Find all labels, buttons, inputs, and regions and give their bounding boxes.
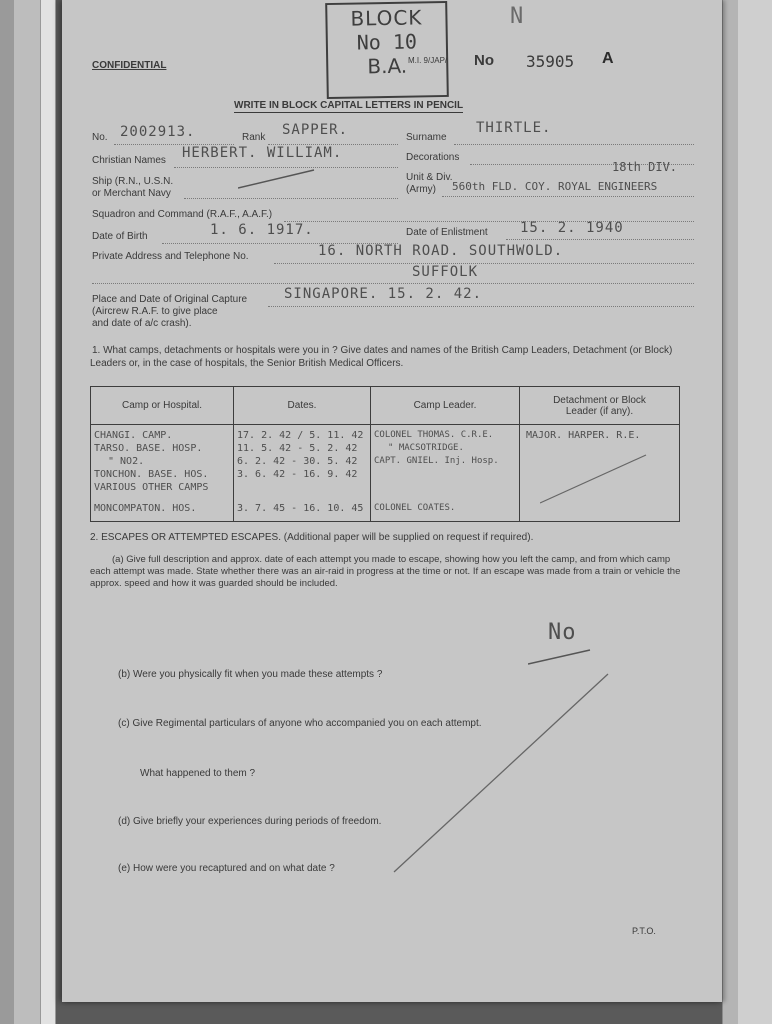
- address-line-1: 16. NORTH ROAD. SOUTHWOLD.: [318, 243, 564, 259]
- questionnaire-page: [62, 0, 722, 1002]
- dob-value: 1. 6. 1917.: [210, 222, 314, 238]
- unit-label-1: Unit & Div.: [406, 172, 453, 183]
- page-stack-right-inner: [738, 0, 772, 1024]
- escape-answer: No: [548, 620, 577, 645]
- dates-entry: 11. 5. 42 - 5. 2. 42: [237, 443, 358, 454]
- header-leader: Camp Leader.: [371, 387, 520, 425]
- binding-string: [40, 0, 56, 1024]
- service-no-value: 2002913.: [120, 124, 196, 140]
- camp-column: [91, 425, 234, 522]
- question-2-heading: 2. ESCAPES OR ATTEMPTED ESCAPES. (Additional paper will be supplied on request if required).: [90, 532, 534, 543]
- block-stamp: [325, 1, 449, 99]
- camps-table-body: [91, 425, 680, 522]
- dates-entry: 3. 6. 42 - 16. 9. 42: [237, 469, 358, 480]
- question-1-text: 1. What camps, detachments or hospitals were you in ? Give dates and names of the British Camp Leaders, Detachment (or Block) Leaders or, in the case of hospitals, the Senior British Medical Officers.: [90, 345, 673, 369]
- question-2c-followup: What happened to them ?: [140, 768, 256, 779]
- question-2d-text: (d) Give briefly your experiences during periods of freedom.: [118, 816, 382, 827]
- question-2a-text: (a) Give full description and approx. date of each attempt you made to escape, showing how you left the camp, and from which camp each attempt was made. State whether there was an air-raid in progress at the time or not. If an escape was made from a train or vehicle the approx. speed and how it was guarded should be included.: [90, 554, 681, 589]
- header-camp: Camp or Hospital.: [91, 387, 234, 425]
- stamp-line-3: B.A.: [367, 53, 408, 79]
- form-no-label: No: [474, 52, 494, 69]
- unit-division-value: 18th DIV.: [612, 160, 678, 174]
- camps-table-header: [91, 387, 680, 425]
- question-2c-text: (c) Give Regimental particulars of anyone who accompanied you on each attempt.: [118, 718, 482, 729]
- question-2b-text: (b) Were you physically fit when you made these attempts ?: [118, 669, 383, 680]
- leader-column: [371, 425, 520, 522]
- ship-label-2: or Merchant Navy: [92, 188, 171, 199]
- ship-strike-line: [238, 168, 318, 192]
- ship-label-1: Ship (R.N., U.S.N.: [92, 176, 174, 187]
- rank-value: SAPPER.: [282, 122, 349, 138]
- enlistment-value: 15. 2. 1940: [520, 220, 624, 236]
- leader-entry: [374, 468, 516, 481]
- pto-label: P.T.O.: [632, 926, 656, 936]
- leader-entry: COLONEL THOMAS. C.R.E.: [374, 430, 494, 440]
- surname-value: THIRTLE.: [476, 120, 552, 136]
- rank-label: Rank: [242, 132, 266, 143]
- camp-entry: VARIOUS OTHER CAMPS: [94, 482, 209, 493]
- leader-entry: " MACSOTRIDGE.: [388, 443, 464, 453]
- camp-entry: TARSO. BASE. HOSP.: [94, 443, 203, 454]
- confidential-label: CONFIDENTIAL: [92, 60, 167, 71]
- decorations-label: Decorations: [406, 152, 460, 163]
- dates-entry: [237, 481, 367, 494]
- header-dates: Dates.: [234, 387, 371, 425]
- detachment-entry: MAJOR. HARPER. R.E.: [526, 430, 641, 441]
- unit-label-2: (Army): [406, 184, 436, 195]
- leader-entry: [374, 481, 516, 494]
- detachment-column: [520, 425, 680, 522]
- surname-label: Surname: [406, 132, 447, 143]
- form-letter: A: [602, 50, 614, 67]
- detachment-strike-line: [540, 451, 650, 507]
- christian-names-value: HERBERT. WILLIAM.: [182, 145, 343, 161]
- corner-mark: N: [510, 4, 525, 29]
- enlistment-label: Date of Enlistment: [406, 227, 488, 238]
- folder-edge-left: [0, 0, 14, 1024]
- address-line-2: SUFFOLK: [412, 264, 479, 280]
- capture-value: SINGAPORE. 15. 2. 42.: [284, 286, 483, 302]
- mi-reference: M.I. 9/JAP/: [408, 56, 448, 65]
- service-no-label: No.: [92, 132, 108, 143]
- instruction-heading: WRITE IN BLOCK CAPITAL LETTERS IN PENCIL: [234, 100, 464, 111]
- dates-entry: 3. 7. 45 - 16. 10. 45: [237, 503, 364, 514]
- stamp-line-2: No 10: [356, 29, 418, 55]
- address-label: Private Address and Telephone No.: [92, 251, 249, 262]
- header-detachment: Detachment or Block Leader (if any).: [520, 387, 680, 425]
- leader-entry: COLONEL COATES.: [374, 503, 456, 513]
- unit-value: 560th FLD. COY. ROYAL ENGINEERS: [452, 180, 658, 193]
- capture-label-2: (Aircrew R.A.F. to give place: [92, 306, 218, 317]
- capture-label-1: Place and Date of Original Capture: [92, 294, 248, 305]
- camp-entry: MONCOMPATON. HOS.: [94, 503, 197, 514]
- dates-entry: 17. 2. 42 / 5. 11. 42: [237, 430, 364, 441]
- camp-entry: TONCHON. BASE. HOS.: [94, 469, 209, 480]
- stamp-line-1: BLOCK: [350, 5, 423, 31]
- camp-entry: CHANGI. CAMP.: [94, 430, 173, 441]
- leader-entry: CAPT. GNIEL. Inj. Hosp.: [374, 456, 499, 466]
- dob-label: Date of Birth: [92, 231, 148, 242]
- form-number: 35905: [526, 52, 575, 71]
- dates-entry: 6. 2. 42 - 30. 5. 42: [237, 456, 358, 467]
- christian-names-label: Christian Names: [92, 155, 166, 166]
- page-stack-left: [14, 0, 43, 1024]
- squadron-label: Squadron and Command (R.A.F., A.A.F.): [92, 209, 273, 220]
- camp-entry: " NO2.: [108, 456, 145, 467]
- section-strike-line: [392, 670, 612, 876]
- answer-underline: [528, 644, 594, 666]
- dates-column: [234, 425, 371, 522]
- camps-table: [90, 386, 680, 522]
- capture-label-3: and date of a/c crash).: [92, 318, 192, 329]
- question-2e-text: (e) How were you recaptured and on what date ?: [118, 863, 335, 874]
